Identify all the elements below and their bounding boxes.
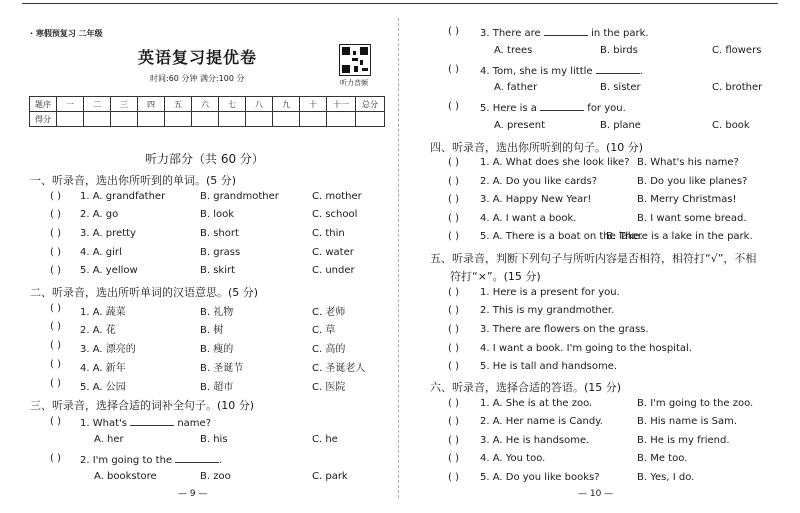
statement: 4. I want a book. I'm going to the hospital. bbox=[480, 343, 692, 354]
option-a: 5. A. 公园 bbox=[80, 382, 126, 393]
option-b: B. skirt bbox=[200, 265, 236, 276]
answer-paren[interactable]: ( ) bbox=[50, 303, 61, 314]
option-b: B. sister bbox=[600, 82, 641, 93]
answer-paren[interactable]: ( ) bbox=[50, 416, 61, 427]
answer-blank[interactable] bbox=[544, 26, 588, 36]
part-title: 听力部分（共 60 分） bbox=[145, 152, 264, 166]
option-b: B. grandmother bbox=[200, 191, 279, 202]
answer-paren[interactable]: ( ) bbox=[50, 359, 61, 370]
option-b: B. 超市 bbox=[200, 382, 234, 393]
score-cell: 七 bbox=[219, 97, 246, 112]
option-b: B. his bbox=[200, 434, 228, 445]
section-title: 五、听录音，判断下列句子与所听内容是否相符，相符打“√”，不相 bbox=[430, 252, 757, 265]
score-table-header-row bbox=[30, 97, 385, 112]
answer-paren[interactable]: ( ) bbox=[448, 213, 459, 224]
page-title: 英语复习提优卷 bbox=[138, 48, 258, 67]
answer-paren[interactable]: ( ) bbox=[448, 287, 459, 298]
score-cell: 十一 bbox=[327, 97, 356, 112]
score-input-cell[interactable] bbox=[273, 112, 300, 127]
option-b: B. 礼物 bbox=[200, 307, 234, 318]
answer-paren[interactable]: ( ) bbox=[448, 453, 459, 464]
answer-paren[interactable]: ( ) bbox=[50, 378, 61, 389]
option-a: 4. A. 新年 bbox=[80, 363, 126, 374]
section-title: 六、听录音，选择合适的答语。(15 分) bbox=[430, 381, 622, 394]
answer-paren[interactable]: ( ) bbox=[448, 231, 459, 242]
option-b: B. Merry Christmas! bbox=[637, 194, 737, 205]
option-b: B. birds bbox=[600, 45, 638, 56]
answer-paren[interactable]: ( ) bbox=[448, 157, 459, 168]
option-a: A. bookstore bbox=[94, 471, 157, 482]
option-b: B. Do you like planes? bbox=[637, 176, 748, 187]
score-input-cell[interactable] bbox=[219, 112, 246, 127]
option-c: C. mother bbox=[312, 191, 362, 202]
option-a: 3. A. pretty bbox=[80, 228, 136, 239]
option-b: B. grass bbox=[200, 247, 241, 258]
answer-paren[interactable]: ( ) bbox=[448, 64, 459, 75]
answer-paren[interactable]: ( ) bbox=[448, 472, 459, 483]
answer-blank[interactable] bbox=[175, 453, 219, 463]
fill-question bbox=[480, 64, 643, 77]
section-title: 一、听录音，选出你所听到的单词。(5 分) bbox=[30, 174, 237, 187]
option-a: 2. A. go bbox=[80, 209, 119, 220]
option-c: C. park bbox=[312, 471, 348, 482]
section-title-continued: 符打“×”。(15 分) bbox=[450, 270, 541, 283]
option-a: 2. A. 花 bbox=[80, 325, 116, 336]
answer-blank[interactable] bbox=[130, 416, 174, 426]
option-b: B. I'm going to the zoo. bbox=[637, 398, 754, 409]
option-b: B. 树 bbox=[200, 325, 224, 336]
qr-caption: 听力音频 bbox=[340, 79, 368, 87]
option-b: B. 瘦的 bbox=[200, 344, 234, 355]
option-b: B. Yes, I do. bbox=[637, 472, 695, 483]
answer-blank[interactable] bbox=[596, 64, 640, 74]
option-b: B. zoo bbox=[200, 471, 231, 482]
option-b: B. Me too. bbox=[637, 453, 688, 464]
score-cell: 六 bbox=[192, 97, 219, 112]
option-a: A. trees bbox=[494, 45, 533, 56]
answer-paren[interactable]: ( ) bbox=[50, 321, 61, 332]
answer-paren[interactable]: ( ) bbox=[50, 453, 61, 464]
score-input-cell[interactable] bbox=[356, 112, 385, 127]
statement: 2. This is my grandmother. bbox=[480, 305, 615, 316]
answer-paren[interactable]: ( ) bbox=[448, 305, 459, 316]
option-a: 1. A. What does she look like? bbox=[480, 157, 630, 168]
section-title: 二、听录音，选出所听单词的汉语意思。(5 分) bbox=[30, 286, 259, 299]
question-text: 2. I'm going to the bbox=[80, 455, 173, 466]
option-a: 3. A. 漂亮的 bbox=[80, 344, 136, 355]
answer-paren[interactable]: ( ) bbox=[448, 343, 459, 354]
answer-paren[interactable]: ( ) bbox=[50, 209, 61, 220]
option-c: C. brother bbox=[712, 82, 763, 93]
answer-paren[interactable]: ( ) bbox=[448, 398, 459, 409]
statement: 1. Here is a present for you. bbox=[480, 287, 620, 298]
option-a: 4. A. You too. bbox=[480, 453, 546, 464]
answer-paren[interactable]: ( ) bbox=[448, 324, 459, 335]
question-text: 3. There are bbox=[480, 28, 541, 39]
option-c: C. 草 bbox=[312, 325, 336, 336]
top-rule bbox=[22, 3, 778, 4]
option-c: C. water bbox=[312, 247, 354, 258]
score-table-input-row bbox=[30, 112, 385, 127]
option-a: 3. A. Happy New Year! bbox=[480, 194, 592, 205]
option-b: B. look bbox=[200, 209, 235, 220]
option-b: B. What's his name? bbox=[637, 157, 739, 168]
score-input-cell[interactable] bbox=[246, 112, 273, 127]
answer-paren[interactable]: ( ) bbox=[50, 265, 61, 276]
score-cell: 二 bbox=[84, 97, 111, 112]
score-table bbox=[29, 96, 385, 127]
option-a: 2. A. Do you like cards? bbox=[480, 176, 598, 187]
statement: 3. There are flowers on the grass. bbox=[480, 324, 649, 335]
option-a: 5. A. There is a boat on the lake. bbox=[480, 231, 643, 242]
question-text: name? bbox=[177, 418, 211, 429]
score-cell: 九 bbox=[273, 97, 300, 112]
option-a: A. her bbox=[94, 434, 124, 445]
option-c: C. under bbox=[312, 265, 355, 276]
section-title: 四、听录音，选出你所听到的句子。(10 分) bbox=[430, 141, 644, 154]
section-title: 三、听录音，选择合适的词补全句子。(10 分) bbox=[30, 399, 255, 412]
option-c: C. 老师 bbox=[312, 307, 346, 318]
option-b: B. His name is Sam. bbox=[637, 416, 738, 427]
option-c: C. 医院 bbox=[312, 382, 346, 393]
score-cell: 八 bbox=[246, 97, 273, 112]
option-b: B. There is a lake in the park. bbox=[606, 231, 753, 242]
page-fold-line bbox=[398, 18, 399, 498]
question-text: 5. Here is a bbox=[480, 103, 537, 114]
answer-paren[interactable]: ( ) bbox=[448, 194, 459, 205]
score-input-cell[interactable] bbox=[192, 112, 219, 127]
fill-question bbox=[480, 26, 649, 39]
score-cell: 三 bbox=[111, 97, 138, 112]
score-cell: 四 bbox=[138, 97, 165, 112]
question-text: 1. What's bbox=[80, 418, 127, 429]
question-text: for you. bbox=[587, 103, 626, 114]
time-score-meta: 时间:60 分钟 满分:100 分 bbox=[150, 74, 245, 83]
question-text: 4. Tom, she is my little bbox=[480, 66, 593, 77]
answer-paren[interactable]: ( ) bbox=[50, 228, 61, 239]
score-cell: 十 bbox=[300, 97, 327, 112]
score-cell: 一 bbox=[57, 97, 84, 112]
option-a: 5. A. Do you like books? bbox=[480, 472, 600, 483]
option-c: C. he bbox=[312, 434, 338, 445]
score-cell: 总分 bbox=[356, 97, 385, 112]
fill-question bbox=[480, 101, 626, 114]
option-a: 5. A. yellow bbox=[80, 265, 138, 276]
option-c: C. school bbox=[312, 209, 358, 220]
option-a: A. father bbox=[494, 82, 538, 93]
option-b: B. He is my friend. bbox=[637, 435, 730, 446]
option-c: C. flowers bbox=[712, 45, 762, 56]
answer-paren[interactable]: ( ) bbox=[448, 416, 459, 427]
score-cell: 题序 bbox=[30, 97, 57, 112]
option-a: 1. A. 蔬菜 bbox=[80, 307, 126, 318]
option-b: B. short bbox=[200, 228, 239, 239]
score-cell: 五 bbox=[165, 97, 192, 112]
question-text: . bbox=[219, 455, 223, 466]
option-b: B. plane bbox=[600, 120, 641, 131]
score-input-cell[interactable] bbox=[57, 112, 84, 127]
option-b: B. 圣诞节 bbox=[200, 363, 244, 374]
answer-paren[interactable]: ( ) bbox=[448, 101, 459, 112]
page-number-right: — 10 — bbox=[578, 489, 614, 499]
question-text: in the park. bbox=[591, 28, 649, 39]
answer-paren[interactable]: ( ) bbox=[448, 26, 459, 37]
option-a: 3. A. He is handsome. bbox=[480, 435, 590, 446]
option-b: B. I want some bread. bbox=[637, 213, 747, 224]
qr-code-icon[interactable] bbox=[339, 44, 371, 76]
score-input-cell[interactable] bbox=[138, 112, 165, 127]
fill-question bbox=[80, 416, 211, 429]
option-a: 4. A. girl bbox=[80, 247, 122, 258]
answer-paren[interactable]: ( ) bbox=[448, 435, 459, 446]
option-a: 2. A. Her name is Candy. bbox=[480, 416, 603, 427]
question-text: . bbox=[639, 66, 643, 77]
answer-paren[interactable]: ( ) bbox=[50, 247, 61, 258]
score-input-cell[interactable] bbox=[300, 112, 327, 127]
answer-blank[interactable] bbox=[540, 101, 584, 111]
header-label: · 寒假预复习 二年级 bbox=[30, 29, 103, 38]
option-a: A. present bbox=[494, 120, 546, 131]
option-a: 1. A. She is at the zoo. bbox=[480, 398, 593, 409]
page-number-left: — 9 — bbox=[178, 489, 208, 499]
option-c: C. 高的 bbox=[312, 344, 346, 355]
statement: 5. He is tall and handsome. bbox=[480, 361, 618, 372]
score-row-label: 得分 bbox=[30, 112, 57, 127]
answer-paren[interactable]: ( ) bbox=[50, 191, 61, 202]
fill-question bbox=[80, 453, 222, 466]
score-input-cell[interactable] bbox=[111, 112, 138, 127]
option-a: 4. A. I want a book. bbox=[480, 213, 577, 224]
option-c: C. book bbox=[712, 120, 750, 131]
score-input-cell[interactable] bbox=[327, 112, 356, 127]
answer-paren[interactable]: ( ) bbox=[448, 176, 459, 187]
option-c: C. thin bbox=[312, 228, 345, 239]
option-c: C. 圣诞老人 bbox=[312, 363, 366, 374]
answer-paren[interactable]: ( ) bbox=[448, 361, 459, 372]
option-a: 1. A. grandfather bbox=[80, 191, 166, 202]
score-input-cell[interactable] bbox=[84, 112, 111, 127]
score-input-cell[interactable] bbox=[165, 112, 192, 127]
answer-paren[interactable]: ( ) bbox=[50, 340, 61, 351]
